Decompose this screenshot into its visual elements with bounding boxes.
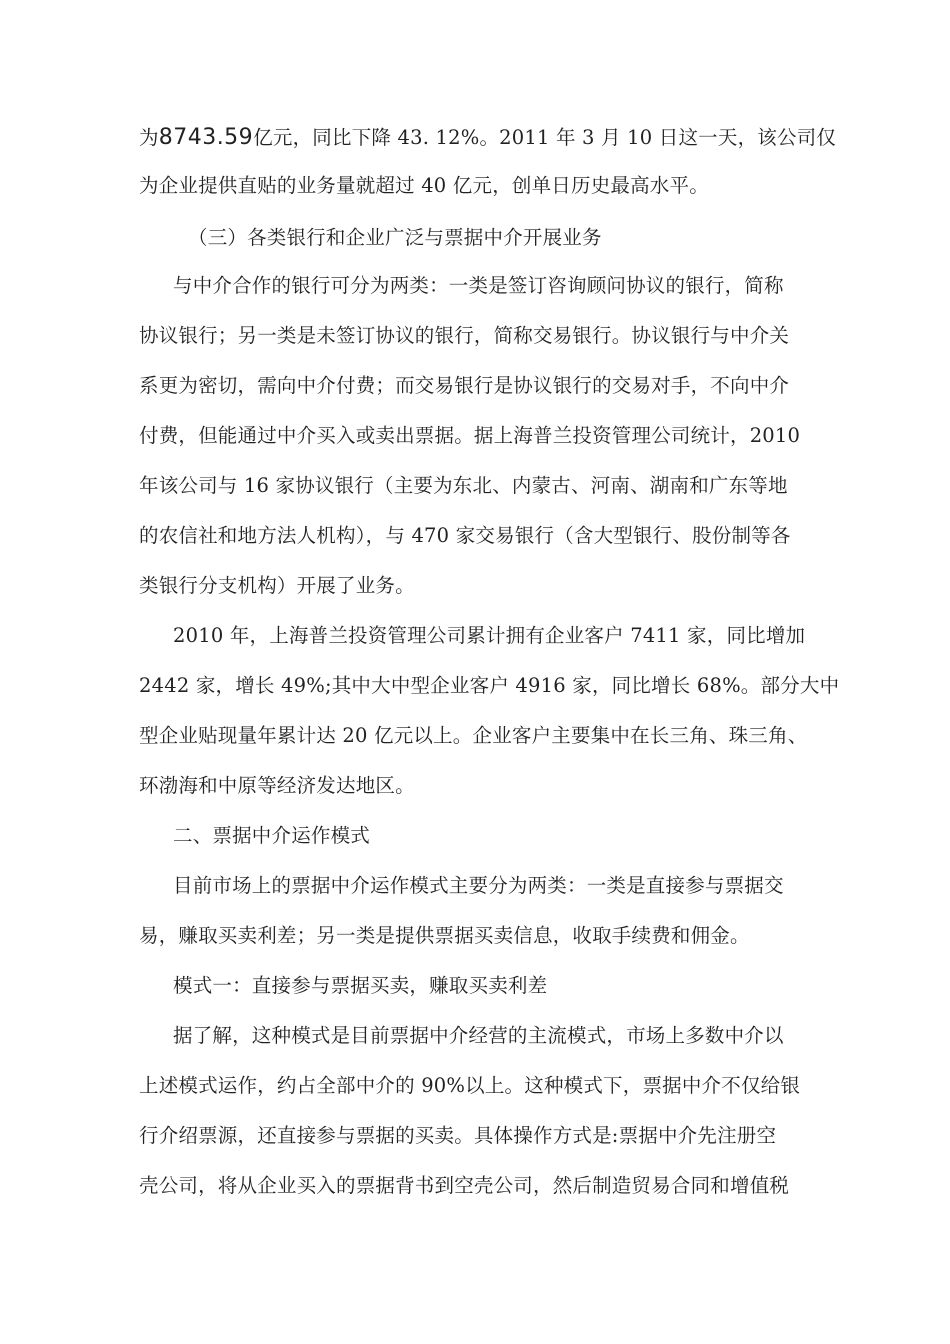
paragraph-line: 系更为密切，需向中介付费；而交易银行是协议银行的交易对手，不向中介: [139, 374, 790, 397]
section-heading: 二、票据中介运作模式: [173, 824, 371, 847]
paragraph-line: 的农信社和地方法人机构），与 470 家交易银行（含大型银行、股份制等各: [139, 524, 791, 547]
paragraph-line: 与中介合作的银行可分为两类：一类是签订咨询顾问协议的银行，简称: [173, 274, 784, 297]
paragraph-line: 环渤海和中原等经济发达地区。: [139, 774, 415, 797]
paragraph-line: 易，赚取买卖利差；另一类是提供票据买卖信息，收取手续费和佣金。: [139, 924, 750, 947]
paragraph-line: 协议银行；另一类是未签订协议的银行，简称交易银行。协议银行与中介关: [139, 324, 790, 347]
paragraph-line: 目前市场上的票据中介运作模式主要分为两类：一类是直接参与票据交: [173, 874, 784, 897]
paragraph-line: 行介绍票源，还直接参与票据的买卖。具体操作方式是:票据中介先注册空: [139, 1124, 777, 1147]
paragraph-line: 2442 家，增长 49%;其中大中型企业客户 4916 家，同比增长 68%。部分大中: [139, 674, 840, 697]
paragraph-line: 2010 年，上海普兰投资管理公司累计拥有企业客户 7411 家，同比增加: [173, 624, 806, 647]
paragraph-line: 壳公司，将从企业买入的票据背书到空壳公司，然后制造贸易合同和增值税: [139, 1174, 790, 1197]
paragraph-line: 年该公司与 16 家协议银行（主要为东北、内蒙古、河南、湖南和广东等地: [139, 474, 788, 497]
paragraph-line: 据了解，这种模式是目前票据中介经营的主流模式，市场上多数中介以: [173, 1024, 784, 1047]
paragraph-line: 上述模式运作，约占全部中介的 90%以上。这种模式下，票据中介不仅给银: [139, 1074, 801, 1097]
paragraph-line: 型企业贴现量年累计达 20 亿元以上。企业客户主要集中在长三角、珠三角、: [139, 724, 808, 747]
text-segment: 为: [139, 126, 159, 149]
text-line-2: 为企业提供直贴的业务量就超过 40 亿元，创单日历史最高水平。: [139, 174, 709, 197]
text-line-1: [139, 124, 837, 152]
subsection-heading: 模式一：直接参与票据买卖，赚取买卖利差: [173, 974, 548, 997]
text-segment: 亿元，同比下降 43. 12%。2011 年 3 月 10 日这一天，该公司仅: [253, 126, 837, 149]
paragraph-line: 类银行分支机构）开展了业务。: [139, 574, 415, 597]
highlight-number: 8743.59: [158, 125, 254, 150]
section-heading: （三）各类银行和企业广泛与票据中介开展业务: [188, 226, 602, 249]
paragraph-line: 付费，但能通过中介买入或卖出票据。据上海普兰投资管理公司统计，2010: [139, 424, 801, 447]
